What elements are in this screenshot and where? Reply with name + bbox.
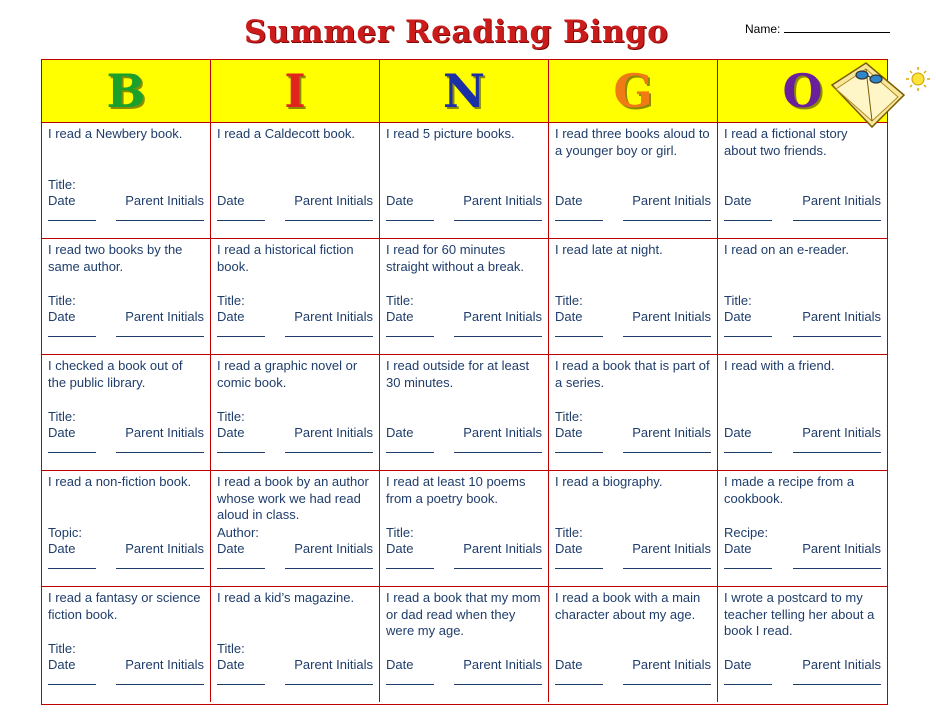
date-blank-line[interactable] — [217, 452, 265, 453]
parent-initials-label: Parent Initials — [632, 424, 711, 440]
initials-blank-line[interactable] — [285, 220, 373, 221]
initials-blank-line[interactable] — [623, 568, 711, 569]
signature-lines — [217, 684, 373, 685]
date-initials-row — [217, 541, 373, 558]
date-initials-row — [217, 193, 373, 210]
square-task: I read a fictional story about two friends. — [724, 126, 848, 158]
square-task: I read 5 picture books. — [386, 126, 515, 141]
parent-initials-label: Parent Initials — [294, 656, 373, 672]
date-label: Date — [48, 308, 76, 324]
parent-initials-label: Parent Initials — [125, 656, 204, 672]
bingo-square[interactable] — [380, 471, 549, 587]
parent-initials-label: Parent Initials — [802, 192, 881, 208]
square-task: I read a non-fiction book. — [48, 474, 192, 489]
signature-lines — [555, 568, 711, 569]
signature-lines — [555, 336, 711, 337]
date-blank-line[interactable] — [48, 684, 96, 685]
date-label: Date — [724, 424, 752, 440]
square-extra-label: Topic: — [48, 524, 82, 540]
initials-blank-line[interactable] — [285, 568, 373, 569]
square-extra-label: Title: — [555, 524, 583, 540]
date-initials-row — [724, 541, 881, 558]
signature-lines — [48, 220, 204, 221]
bingo-square[interactable] — [380, 355, 549, 471]
date-initials-row — [48, 541, 204, 558]
initials-blank-line[interactable] — [623, 336, 711, 337]
header-letter-o: O — [718, 60, 887, 123]
date-blank-line[interactable] — [724, 684, 772, 685]
square-task: I read outside for at least 30 minutes. — [386, 358, 530, 390]
bingo-square[interactable] — [380, 587, 549, 702]
square-task: I read two books by the same author. — [48, 242, 183, 274]
signature-lines — [48, 568, 204, 569]
parent-initials-label: Parent Initials — [632, 540, 711, 556]
parent-initials-label: Parent Initials — [125, 424, 204, 440]
date-label: Date — [724, 656, 752, 672]
initials-blank-line[interactable] — [454, 220, 542, 221]
date-label: Date — [386, 424, 414, 440]
initials-blank-line[interactable] — [454, 452, 542, 453]
parent-initials-label: Parent Initials — [802, 308, 881, 324]
date-initials-row — [555, 657, 711, 674]
square-task: I read a kid’s magazine. — [217, 590, 355, 605]
initials-blank-line[interactable] — [116, 336, 204, 337]
square-task: I read a book with a main character about my age. — [555, 590, 701, 622]
date-blank-line[interactable] — [555, 220, 603, 221]
parent-initials-label: Parent Initials — [294, 308, 373, 324]
square-task: I read a Caldecott book. — [217, 126, 356, 141]
square-extra-label: Title: — [724, 292, 752, 308]
date-label: Date — [724, 308, 752, 324]
date-initials-row — [386, 541, 542, 558]
initials-blank-line[interactable] — [623, 452, 711, 453]
initials-blank-line[interactable] — [116, 452, 204, 453]
page-title: Summer Reading Bingo — [244, 14, 669, 50]
date-initials-row — [48, 193, 204, 210]
date-label: Date — [217, 656, 245, 672]
square-task: I read a biography. — [555, 474, 663, 489]
square-task: I read three books aloud to a younger boy or girl. — [555, 126, 710, 158]
date-label: Date — [555, 540, 583, 556]
date-initials-row — [48, 657, 204, 674]
square-extra-label: Recipe: — [724, 524, 769, 540]
signature-lines — [217, 336, 373, 337]
date-initials-row — [217, 309, 373, 326]
parent-initials-label: Parent Initials — [125, 192, 204, 208]
signature-lines — [217, 220, 373, 221]
date-initials-row — [724, 193, 881, 210]
square-extra-label: Title: — [386, 292, 414, 308]
parent-initials-label: Parent Initials — [802, 424, 881, 440]
date-blank-line[interactable] — [724, 220, 772, 221]
date-initials-row — [555, 425, 711, 442]
date-label: Date — [386, 192, 414, 208]
square-task: I read for 60 minutes straight without a break. — [386, 242, 525, 274]
signature-lines — [386, 684, 542, 685]
bingo-square[interactable] — [42, 355, 211, 471]
bingo-square[interactable] — [718, 355, 887, 471]
bingo-square[interactable] — [42, 587, 211, 702]
parent-initials-label: Parent Initials — [463, 540, 542, 556]
signature-lines — [724, 336, 881, 337]
square-extra-label: Title: — [48, 176, 76, 192]
initials-blank-line[interactable] — [454, 568, 542, 569]
square-task: I wrote a postcard to my teacher telling her about a book I read. — [724, 590, 875, 638]
date-label: Date — [217, 540, 245, 556]
initials-blank-line[interactable] — [623, 684, 711, 685]
square-task: I read a historical fiction book. — [217, 242, 354, 274]
initials-blank-line[interactable] — [793, 452, 881, 453]
signature-lines — [48, 336, 204, 337]
signature-lines — [724, 220, 881, 221]
date-label: Date — [386, 656, 414, 672]
header-letter-n: N — [380, 60, 549, 123]
initials-blank-line[interactable] — [285, 452, 373, 453]
date-blank-line[interactable] — [386, 568, 434, 569]
date-label: Date — [48, 540, 76, 556]
signature-lines — [386, 220, 542, 221]
date-label: Date — [386, 540, 414, 556]
parent-initials-label: Parent Initials — [463, 192, 542, 208]
initials-blank-line[interactable] — [793, 220, 881, 221]
date-label: Date — [48, 424, 76, 440]
date-blank-line[interactable] — [555, 568, 603, 569]
initials-blank-line[interactable] — [793, 336, 881, 337]
date-initials-row — [555, 541, 711, 558]
square-extra-label: Title: — [555, 292, 583, 308]
header-letter-i: I — [211, 60, 380, 123]
signature-lines — [724, 568, 881, 569]
initials-blank-line[interactable] — [285, 336, 373, 337]
bingo-square[interactable] — [549, 239, 718, 355]
square-task: I made a recipe from a cookbook. — [724, 474, 855, 506]
signature-lines — [555, 684, 711, 685]
bingo-square[interactable] — [718, 123, 887, 239]
parent-initials-label: Parent Initials — [294, 540, 373, 556]
parent-initials-label: Parent Initials — [802, 540, 881, 556]
book-with-sunglasses-icon — [826, 57, 936, 133]
date-initials-row — [555, 309, 711, 326]
header-letter-b: B — [42, 60, 211, 123]
parent-initials-label: Parent Initials — [463, 656, 542, 672]
date-blank-line[interactable] — [724, 568, 772, 569]
bingo-square[interactable] — [211, 587, 380, 702]
bingo-square[interactable] — [211, 355, 380, 471]
parent-initials-label: Parent Initials — [632, 308, 711, 324]
square-task: I read late at night. — [555, 242, 663, 257]
bingo-square[interactable] — [42, 239, 211, 355]
date-initials-row — [217, 657, 373, 674]
initials-blank-line[interactable] — [793, 568, 881, 569]
date-blank-line[interactable] — [217, 568, 265, 569]
date-label: Date — [555, 308, 583, 324]
date-blank-line[interactable] — [48, 452, 96, 453]
date-blank-line[interactable] — [555, 336, 603, 337]
square-task: I read a graphic novel or comic book. — [217, 358, 358, 390]
square-task: I read with a friend. — [724, 358, 835, 373]
square-task: I checked a book out of the public library. — [48, 358, 183, 390]
square-extra-label: Title: — [48, 292, 76, 308]
square-extra-label: Title: — [48, 408, 76, 424]
date-label: Date — [217, 192, 245, 208]
signature-lines — [48, 452, 204, 453]
parent-initials-label: Parent Initials — [294, 192, 373, 208]
name-label: Name: — [745, 22, 781, 36]
bingo-square[interactable] — [549, 587, 718, 702]
date-label: Date — [48, 656, 76, 672]
date-initials-row — [48, 425, 204, 442]
parent-initials-label: Parent Initials — [463, 424, 542, 440]
bingo-square[interactable] — [211, 123, 380, 239]
bingo-square[interactable] — [718, 471, 887, 587]
signature-lines — [386, 336, 542, 337]
date-initials-row — [724, 309, 881, 326]
date-initials-row — [48, 309, 204, 326]
date-blank-line[interactable] — [386, 452, 434, 453]
date-initials-row — [724, 425, 881, 442]
initials-blank-line[interactable] — [116, 684, 204, 685]
initials-blank-line[interactable] — [454, 684, 542, 685]
bingo-square[interactable] — [380, 123, 549, 239]
square-extra-label: Title: — [217, 408, 245, 424]
parent-initials-label: Parent Initials — [125, 308, 204, 324]
name-field[interactable] — [745, 21, 890, 36]
initials-blank-line[interactable] — [454, 336, 542, 337]
header-letter-g: G — [549, 60, 718, 123]
square-task: I read a book that is part of a series. — [555, 358, 710, 390]
date-blank-line[interactable] — [48, 336, 96, 337]
date-initials-row — [386, 193, 542, 210]
date-blank-line[interactable] — [724, 452, 772, 453]
signature-lines — [217, 568, 373, 569]
bingo-square[interactable] — [718, 239, 887, 355]
date-initials-row — [386, 657, 542, 674]
square-task: I read a fantasy or science fiction book. — [48, 590, 201, 622]
date-blank-line[interactable] — [555, 684, 603, 685]
date-label: Date — [48, 192, 76, 208]
initials-blank-line[interactable] — [793, 684, 881, 685]
parent-initials-label: Parent Initials — [294, 424, 373, 440]
parent-initials-label: Parent Initials — [125, 540, 204, 556]
date-initials-row — [217, 425, 373, 442]
date-label: Date — [217, 424, 245, 440]
parent-initials-label: Parent Initials — [632, 192, 711, 208]
date-label: Date — [555, 424, 583, 440]
bingo-square[interactable] — [42, 123, 211, 239]
signature-lines — [555, 452, 711, 453]
signature-lines — [724, 452, 881, 453]
signature-lines — [386, 568, 542, 569]
bingo-square[interactable] — [380, 239, 549, 355]
date-initials-row — [386, 309, 542, 326]
date-blank-line[interactable] — [217, 684, 265, 685]
square-extra-label: Title: — [48, 640, 76, 656]
square-extra-label: Title: — [555, 408, 583, 424]
date-label: Date — [217, 308, 245, 324]
bingo-square[interactable] — [211, 471, 380, 587]
bingo-square[interactable] — [718, 587, 887, 702]
date-initials-row — [555, 193, 711, 210]
parent-initials-label: Parent Initials — [463, 308, 542, 324]
signature-lines — [48, 684, 204, 685]
date-initials-row — [386, 425, 542, 442]
initials-blank-line[interactable] — [116, 220, 204, 221]
date-label: Date — [555, 656, 583, 672]
date-blank-line[interactable] — [386, 336, 434, 337]
date-blank-line[interactable] — [48, 568, 96, 569]
date-blank-line[interactable] — [217, 336, 265, 337]
date-blank-line[interactable] — [386, 684, 434, 685]
square-extra-label: Author: — [217, 524, 259, 540]
date-label: Date — [386, 308, 414, 324]
date-blank-line[interactable] — [555, 452, 603, 453]
signature-lines — [555, 220, 711, 221]
bingo-square[interactable] — [549, 123, 718, 239]
signature-lines — [724, 684, 881, 685]
name-blank-line[interactable] — [784, 21, 890, 33]
square-task: I read a book by an author whose work we had read aloud in class. — [217, 474, 369, 522]
bingo-square[interactable] — [211, 239, 380, 355]
square-task: I read on an e-reader. — [724, 242, 850, 257]
date-label: Date — [724, 192, 752, 208]
parent-initials-label: Parent Initials — [802, 656, 881, 672]
initials-blank-line[interactable] — [285, 684, 373, 685]
date-blank-line[interactable] — [217, 220, 265, 221]
signature-lines — [217, 452, 373, 453]
date-label: Date — [724, 540, 752, 556]
bingo-square[interactable] — [549, 355, 718, 471]
square-extra-label: Title: — [386, 524, 414, 540]
square-task: I read a Newbery book. — [48, 126, 183, 141]
date-label: Date — [555, 192, 583, 208]
parent-initials-label: Parent Initials — [632, 656, 711, 672]
date-blank-line[interactable] — [386, 220, 434, 221]
bingo-square[interactable] — [549, 471, 718, 587]
square-extra-label: Title: — [217, 292, 245, 308]
square-task: I read a book that my mom or dad read when they were my age. — [386, 590, 541, 638]
initials-blank-line[interactable] — [116, 568, 204, 569]
square-task: I read at least 10 poems from a poetry book. — [386, 474, 526, 506]
date-initials-row — [724, 657, 881, 674]
bingo-grid — [41, 59, 888, 705]
square-extra-label: Title: — [217, 640, 245, 656]
initials-blank-line[interactable] — [623, 220, 711, 221]
signature-lines — [386, 452, 542, 453]
date-blank-line[interactable] — [724, 336, 772, 337]
date-blank-line[interactable] — [48, 220, 96, 221]
bingo-square[interactable] — [42, 471, 211, 587]
